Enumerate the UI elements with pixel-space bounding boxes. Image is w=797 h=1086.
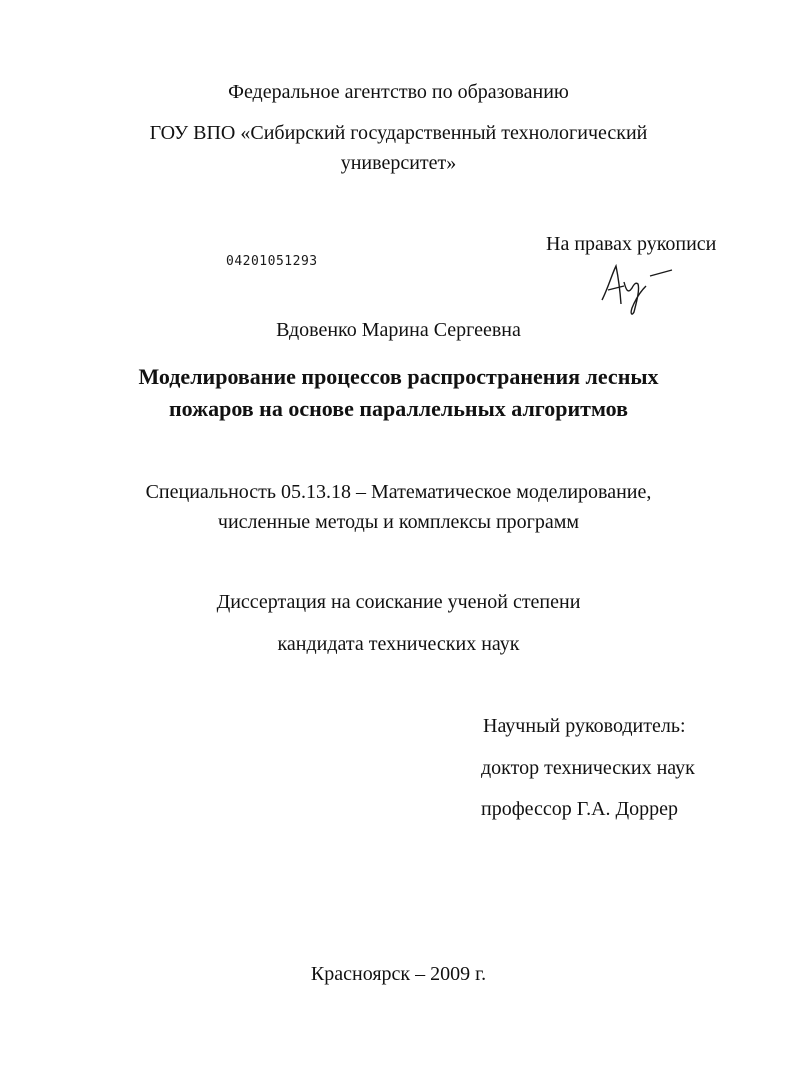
- supervisor-name: профессор Г.А. Доррер: [481, 798, 679, 820]
- supervisor-label: Научный руководитель:: [483, 715, 686, 737]
- thesis-title-line2: пожаров на основе параллельных алгоритмов: [169, 396, 628, 421]
- degree-line1: Диссертация на соискание ученой степени: [216, 591, 581, 613]
- thesis-title-line1: Моделирование процессов распространения лесных: [138, 364, 659, 389]
- author-name: Вдовенко Марина Сергеевна: [276, 319, 521, 341]
- registration-number: 04201051293: [226, 254, 318, 269]
- city-year: Красноярск – 2009 г.: [310, 963, 487, 985]
- specialty-line2: численные методы и комплексы программ: [217, 511, 580, 533]
- signature-icon: [594, 260, 684, 318]
- university-name-line2: университет»: [340, 152, 457, 174]
- degree-line2: кандидата технических наук: [277, 633, 520, 655]
- specialty-line1: Специальность 05.13.18 – Математическое моделирование,: [145, 481, 652, 503]
- supervisor-degree: доктор технических наук: [481, 757, 695, 779]
- manuscript-note: На правах рукописи: [546, 233, 717, 255]
- agency-name: Федеральное агентство по образованию: [228, 81, 569, 103]
- university-name-line1: ГОУ ВПО «Сибирский государственный технологический: [149, 122, 648, 144]
